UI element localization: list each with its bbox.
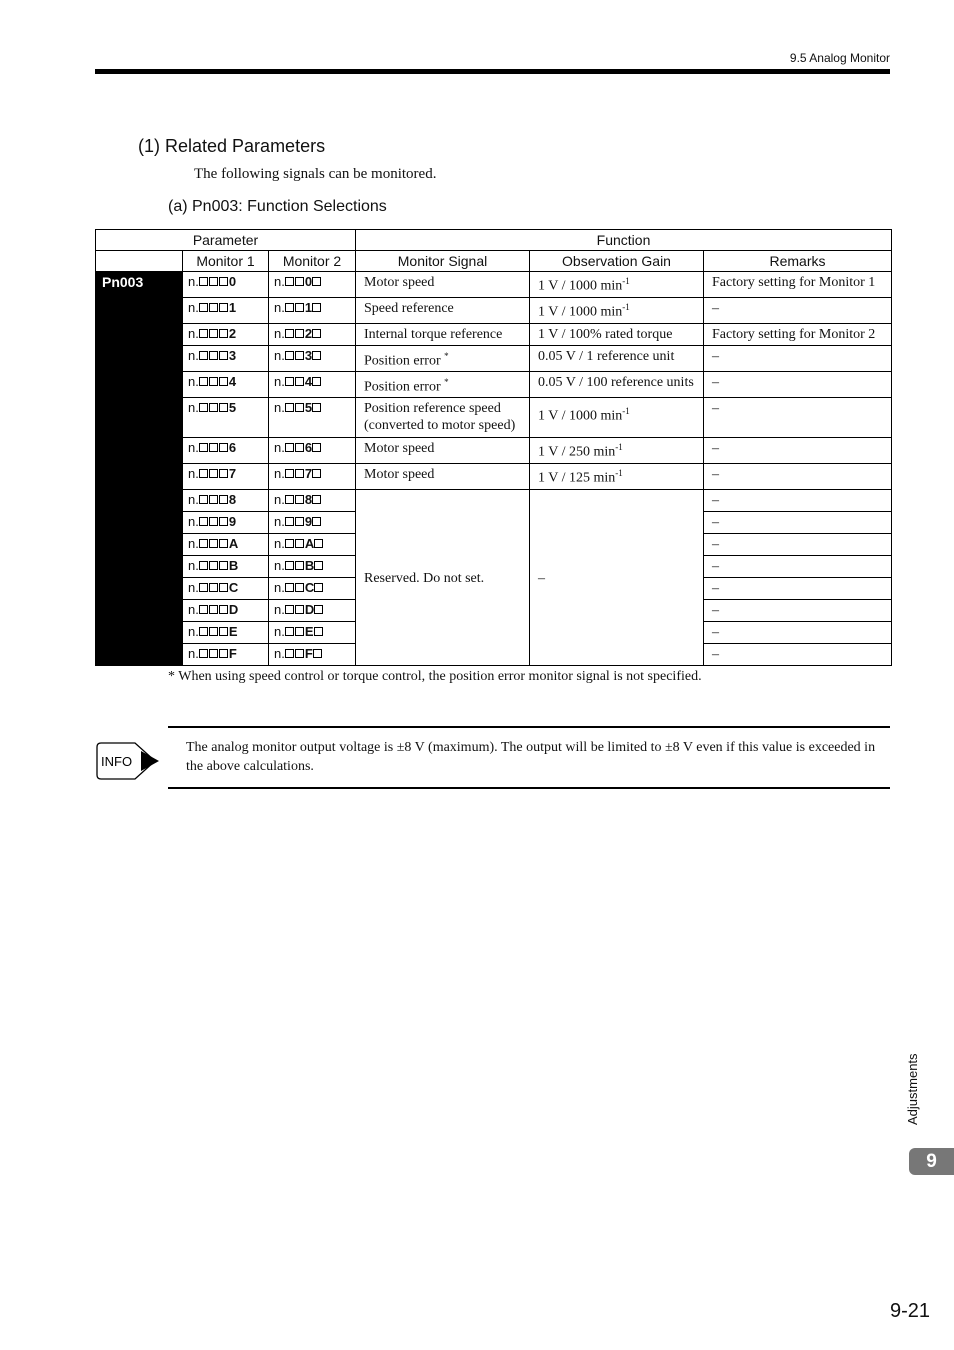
placeholder-box	[285, 277, 294, 286]
monitor2-code: n. 9	[269, 512, 356, 534]
intro-text: The following signals can be monitored.	[194, 166, 437, 182]
monitor1-code: n. 8	[183, 490, 269, 512]
signal-text: Position error	[364, 353, 441, 369]
placeholder-box	[209, 329, 218, 338]
placeholder-box	[313, 649, 322, 658]
placeholder-box	[295, 303, 304, 312]
placeholder-box	[209, 303, 218, 312]
placeholder-box-group	[199, 326, 229, 341]
code-digit: 5	[228, 400, 237, 415]
placeholder-box	[209, 517, 218, 526]
subsection-title: (a) Pn003: Function Selections	[168, 198, 387, 215]
monitor2-code: n. 6	[269, 438, 356, 464]
table-row	[96, 324, 892, 346]
monitor2-code: n. D	[269, 600, 356, 622]
remarks-cell: –	[704, 534, 892, 556]
placeholder-box	[312, 403, 321, 412]
placeholder-box	[312, 377, 321, 386]
placeholder-box	[199, 583, 208, 592]
table-row	[96, 438, 892, 464]
placeholder-box	[219, 649, 228, 658]
code-digit: F	[304, 646, 313, 661]
placeholder-box-group	[285, 348, 305, 363]
placeholder-box	[209, 443, 218, 452]
placeholder-box-group	[285, 440, 305, 455]
code-digit: 4	[228, 374, 237, 389]
blank-header	[96, 251, 183, 272]
code-digit: 9	[228, 514, 237, 529]
remarks-cell: –	[704, 622, 892, 644]
placeholder-box-group	[199, 646, 229, 661]
monitor2-code: n. E	[269, 622, 356, 644]
placeholder-box-group	[199, 624, 229, 639]
remarks-cell: Factory setting for Monitor 1	[704, 272, 892, 298]
placeholder-box-group	[285, 492, 305, 507]
section-title: (1) Related Parameters	[138, 136, 326, 156]
signal-header: Monitor Signal	[356, 251, 530, 272]
gain-exponent: -1	[622, 276, 630, 286]
placeholder-box-group	[199, 274, 229, 289]
gain-text: 1 V / 1000 min	[538, 304, 623, 320]
placeholder-box	[295, 443, 304, 452]
placeholder-box	[314, 583, 323, 592]
monitor1-code: n. 9	[183, 512, 269, 534]
placeholder-box	[312, 443, 321, 452]
signal-cell	[356, 298, 530, 324]
placeholder-box	[199, 627, 208, 636]
info-icon-label: INFO	[101, 754, 133, 769]
monitor2-code: n. F	[269, 644, 356, 666]
code-digit: 6	[304, 440, 313, 455]
code-digit: 9	[304, 514, 313, 529]
page-number: 9-21	[889, 1300, 930, 1322]
signal-text: Motor speed	[364, 441, 435, 456]
placeholder-box-group	[312, 274, 322, 289]
monitor2-code: n. A	[269, 534, 356, 556]
code-digit: 6	[228, 440, 237, 455]
side-tab-label: Adjustments	[905, 1053, 920, 1125]
placeholder-box	[285, 303, 294, 312]
placeholder-box	[312, 303, 321, 312]
remarks-cell: –	[704, 644, 892, 666]
placeholder-box	[295, 329, 304, 338]
placeholder-box	[209, 539, 218, 548]
table-row	[96, 298, 892, 324]
placeholder-box-group	[312, 326, 322, 341]
placeholder-box	[312, 277, 321, 286]
function-group-header: Function	[356, 230, 892, 251]
placeholder-box	[312, 351, 321, 360]
placeholder-box	[199, 495, 208, 504]
placeholder-box-group	[285, 514, 305, 529]
gain-cell	[530, 398, 704, 438]
placeholder-box	[285, 561, 294, 570]
placeholder-box	[209, 605, 218, 614]
placeholder-box-group	[199, 558, 229, 573]
monitor1-code: n. 6	[183, 438, 269, 464]
table-row	[96, 372, 892, 398]
placeholder-box	[219, 351, 228, 360]
table-row	[96, 272, 892, 298]
placeholder-box	[312, 329, 321, 338]
placeholder-box	[219, 583, 228, 592]
placeholder-box	[199, 303, 208, 312]
placeholder-box	[285, 583, 294, 592]
code-digit: 7	[304, 466, 313, 481]
running-header: 9.5 Analog Monitor	[789, 51, 890, 65]
placeholder-box	[285, 495, 294, 504]
placeholder-box	[199, 443, 208, 452]
monitor2-header: Monitor 2	[269, 251, 356, 272]
remarks-cell: –	[704, 600, 892, 622]
signal-text: Speed reference	[364, 301, 454, 316]
monitor2-code: n. 4	[269, 372, 356, 398]
placeholder-box	[219, 443, 228, 452]
signal-text: Motor speed	[364, 467, 435, 482]
placeholder-box	[295, 351, 304, 360]
monitor1-code: n. B	[183, 556, 269, 578]
placeholder-box	[199, 277, 208, 286]
signal-cell	[356, 372, 530, 398]
footnote-marker: *	[444, 377, 449, 387]
placeholder-box	[219, 561, 228, 570]
signal-cell	[356, 272, 530, 298]
placeholder-box	[219, 517, 228, 526]
remarks-cell: –	[704, 298, 892, 324]
signal-cell	[356, 464, 530, 490]
signal-text: Position error	[364, 379, 441, 395]
placeholder-box-group	[199, 602, 229, 617]
info-rule-bottom	[168, 787, 890, 789]
gain-exponent: -1	[622, 302, 630, 312]
info-text: The analog monitor output voltage is ±8 V (maximum). The output will be limited to ±8 V even if this value is exceeded in the above calculations.	[186, 740, 876, 774]
placeholder-box	[285, 329, 294, 338]
monitor1-code: n. 7	[183, 464, 269, 490]
footnote-marker: *	[444, 351, 449, 361]
code-digit: 3	[228, 348, 237, 363]
table-row	[96, 490, 892, 512]
monitor1-code: n. 0	[183, 272, 269, 298]
placeholder-box-group	[285, 602, 305, 617]
code-digit: 7	[228, 466, 237, 481]
signal-text: Position reference speed	[364, 401, 501, 416]
placeholder-box-group	[313, 646, 323, 661]
gain-cell	[530, 438, 704, 464]
gain-cell	[530, 298, 704, 324]
param-name-cell: Pn003	[96, 272, 183, 666]
placeholder-box	[285, 377, 294, 386]
placeholder-box-group	[285, 536, 305, 551]
monitor2-code: n. 3	[269, 346, 356, 372]
placeholder-box-group	[285, 300, 305, 315]
placeholder-box-group	[285, 400, 305, 415]
code-digit: 8	[228, 492, 237, 507]
placeholder-box	[295, 377, 304, 386]
code-digit: 4	[304, 374, 313, 389]
gain-text: 1 V / 125 min	[538, 470, 616, 486]
placeholder-box	[209, 495, 218, 504]
gain-text: 0.05 V / 1 reference unit	[538, 349, 675, 364]
placeholder-box	[209, 277, 218, 286]
monitor1-code: n. 3	[183, 346, 269, 372]
monitor1-code: n. E	[183, 622, 269, 644]
remarks-cell: –	[704, 512, 892, 534]
gain-cell	[530, 324, 704, 346]
placeholder-box	[209, 649, 218, 658]
placeholder-box	[285, 627, 294, 636]
placeholder-box-group	[285, 646, 305, 661]
gain-cell	[530, 464, 704, 490]
gain-exponent: -1	[622, 406, 630, 416]
gain-exponent: -1	[615, 442, 623, 452]
code-digit: C	[228, 580, 239, 595]
reserved-gain-cell: –	[530, 490, 704, 666]
gain-header: Observation Gain	[530, 251, 704, 272]
placeholder-box	[295, 403, 304, 412]
code-digit: F	[228, 646, 237, 661]
remarks-cell: –	[704, 438, 892, 464]
placeholder-box-group	[199, 536, 229, 551]
placeholder-box	[295, 561, 304, 570]
monitor2-code: n. 0	[269, 272, 356, 298]
placeholder-box-group	[314, 580, 324, 595]
placeholder-box-group	[285, 274, 305, 289]
placeholder-box-group	[314, 624, 324, 639]
placeholder-box-group	[285, 466, 305, 481]
placeholder-box-group	[285, 374, 305, 389]
gain-cell	[530, 272, 704, 298]
placeholder-box	[209, 351, 218, 360]
placeholder-box-group	[199, 400, 229, 415]
placeholder-box-group	[312, 374, 322, 389]
placeholder-box	[199, 351, 208, 360]
monitor1-code: n. 1	[183, 298, 269, 324]
remarks-cell: –	[704, 372, 892, 398]
placeholder-box	[295, 583, 304, 592]
code-digit: E	[304, 624, 314, 639]
placeholder-box	[199, 561, 208, 570]
placeholder-box	[295, 495, 304, 504]
placeholder-box-group	[312, 348, 322, 363]
placeholder-box	[314, 627, 323, 636]
remarks-cell: –	[704, 578, 892, 600]
placeholder-box	[219, 495, 228, 504]
remarks-cell: –	[704, 464, 892, 490]
placeholder-box	[199, 377, 208, 386]
placeholder-box	[295, 469, 304, 478]
placeholder-box	[312, 495, 321, 504]
table-row	[96, 464, 892, 490]
placeholder-box	[285, 517, 294, 526]
placeholder-box-group	[312, 466, 322, 481]
placeholder-box-group	[199, 440, 229, 455]
placeholder-box	[219, 539, 228, 548]
placeholder-box	[199, 539, 208, 548]
placeholder-box	[285, 605, 294, 614]
monitor2-code: n. B	[269, 556, 356, 578]
monitor2-code: n. 8	[269, 490, 356, 512]
table-row	[96, 398, 892, 438]
gain-cell	[530, 372, 704, 398]
placeholder-box	[199, 329, 208, 338]
placeholder-box	[219, 303, 228, 312]
gain-text: 1 V / 1000 min	[538, 408, 623, 424]
placeholder-box	[219, 277, 228, 286]
placeholder-box	[209, 403, 218, 412]
monitor2-code: n. 5	[269, 398, 356, 438]
placeholder-box	[312, 517, 321, 526]
placeholder-box-group	[312, 492, 322, 507]
placeholder-box-group	[314, 602, 324, 617]
code-digit: 1	[228, 300, 237, 315]
code-digit: 0	[228, 274, 237, 289]
code-digit: 2	[228, 326, 237, 341]
placeholder-box	[209, 469, 218, 478]
gain-text: 1 V / 1000 min	[538, 278, 623, 294]
signal-text-line2: (converted to motor speed)	[364, 418, 516, 433]
placeholder-box	[285, 469, 294, 478]
monitor1-code: n. A	[183, 534, 269, 556]
remarks-cell: –	[704, 490, 892, 512]
placeholder-box	[285, 351, 294, 360]
code-digit: 2	[304, 326, 313, 341]
placeholder-box	[199, 403, 208, 412]
remarks-cell: Factory setting for Monitor 2	[704, 324, 892, 346]
code-digit: C	[304, 580, 315, 595]
placeholder-box-group	[285, 326, 305, 341]
placeholder-box-group	[199, 514, 229, 529]
header-rule	[95, 69, 890, 74]
gain-exponent: -1	[615, 468, 623, 478]
monitor1-code: n. 4	[183, 372, 269, 398]
monitor1-code: n. F	[183, 644, 269, 666]
placeholder-box	[295, 605, 304, 614]
parameter-table	[95, 229, 892, 666]
code-digit: B	[304, 558, 315, 573]
placeholder-box-group	[199, 300, 229, 315]
placeholder-box	[209, 377, 218, 386]
info-rule-top	[168, 726, 890, 728]
monitor1-code: n. C	[183, 578, 269, 600]
placeholder-box-group	[199, 348, 229, 363]
gain-text: 1 V / 100% rated torque	[538, 327, 673, 342]
info-icon	[95, 741, 161, 781]
table-row	[96, 346, 892, 372]
placeholder-box-group	[285, 558, 305, 573]
signal-cell	[356, 438, 530, 464]
placeholder-box	[314, 561, 323, 570]
remarks-header: Remarks	[704, 251, 892, 272]
placeholder-box-group	[199, 580, 229, 595]
placeholder-box	[314, 539, 323, 548]
placeholder-box	[219, 627, 228, 636]
placeholder-box	[295, 649, 304, 658]
placeholder-box	[219, 469, 228, 478]
placeholder-box	[295, 277, 304, 286]
monitor1-header: Monitor 1	[183, 251, 269, 272]
signal-text: Internal torque reference	[364, 327, 503, 342]
code-digit: 1	[304, 300, 313, 315]
code-digit: 8	[304, 492, 313, 507]
remarks-cell: –	[704, 346, 892, 372]
monitor2-code: n. 2	[269, 324, 356, 346]
code-digit: D	[304, 602, 315, 617]
placeholder-box	[199, 469, 208, 478]
placeholder-box	[219, 377, 228, 386]
remarks-cell: –	[704, 398, 892, 438]
placeholder-box	[219, 329, 228, 338]
placeholder-box-group	[312, 440, 322, 455]
code-digit: D	[228, 602, 239, 617]
parameter-group-header: Parameter	[96, 230, 356, 251]
placeholder-box	[219, 403, 228, 412]
placeholder-box	[285, 649, 294, 658]
placeholder-box-group	[314, 558, 324, 573]
code-digit: 5	[304, 400, 313, 415]
gain-text: 1 V / 250 min	[538, 444, 616, 460]
placeholder-box	[295, 517, 304, 526]
monitor1-code: n. 2	[183, 324, 269, 346]
placeholder-box	[219, 605, 228, 614]
placeholder-box-group	[285, 624, 305, 639]
chapter-tab: 9	[909, 1148, 954, 1175]
signal-cell	[356, 324, 530, 346]
placeholder-box-group	[314, 536, 324, 551]
footnote: * When using speed control or torque control, the position error monitor signal is not specified.	[168, 669, 702, 684]
monitor2-code: n. 7	[269, 464, 356, 490]
reserved-signal-cell: Reserved. Do not set.	[356, 490, 530, 666]
placeholder-box-group	[199, 466, 229, 481]
monitor2-code: n. C	[269, 578, 356, 600]
placeholder-box-group	[199, 492, 229, 507]
monitor1-code: n. D	[183, 600, 269, 622]
code-digit: B	[228, 558, 239, 573]
gain-cell	[530, 346, 704, 372]
placeholder-box	[295, 627, 304, 636]
placeholder-box	[285, 403, 294, 412]
code-digit: A	[304, 536, 315, 551]
remarks-cell: –	[704, 556, 892, 578]
placeholder-box	[199, 605, 208, 614]
placeholder-box-group	[312, 300, 322, 315]
placeholder-box	[209, 627, 218, 636]
placeholder-box-group	[199, 374, 229, 389]
placeholder-box	[209, 561, 218, 570]
placeholder-box	[314, 605, 323, 614]
placeholder-box	[209, 583, 218, 592]
placeholder-box	[312, 469, 321, 478]
placeholder-box	[285, 539, 294, 548]
signal-cell	[356, 398, 530, 438]
placeholder-box	[285, 443, 294, 452]
signal-cell	[356, 346, 530, 372]
monitor2-code: n. 1	[269, 298, 356, 324]
monitor1-code: n. 5	[183, 398, 269, 438]
code-digit: E	[228, 624, 238, 639]
gain-text: 0.05 V / 100 reference units	[538, 375, 694, 390]
code-digit: A	[228, 536, 239, 551]
placeholder-box	[199, 649, 208, 658]
placeholder-box-group	[312, 514, 322, 529]
signal-text: Motor speed	[364, 275, 435, 290]
code-digit: 0	[304, 274, 313, 289]
placeholder-box	[295, 539, 304, 548]
code-digit: 3	[304, 348, 313, 363]
placeholder-box	[199, 517, 208, 526]
placeholder-box-group	[285, 580, 305, 595]
placeholder-box-group	[312, 400, 322, 415]
